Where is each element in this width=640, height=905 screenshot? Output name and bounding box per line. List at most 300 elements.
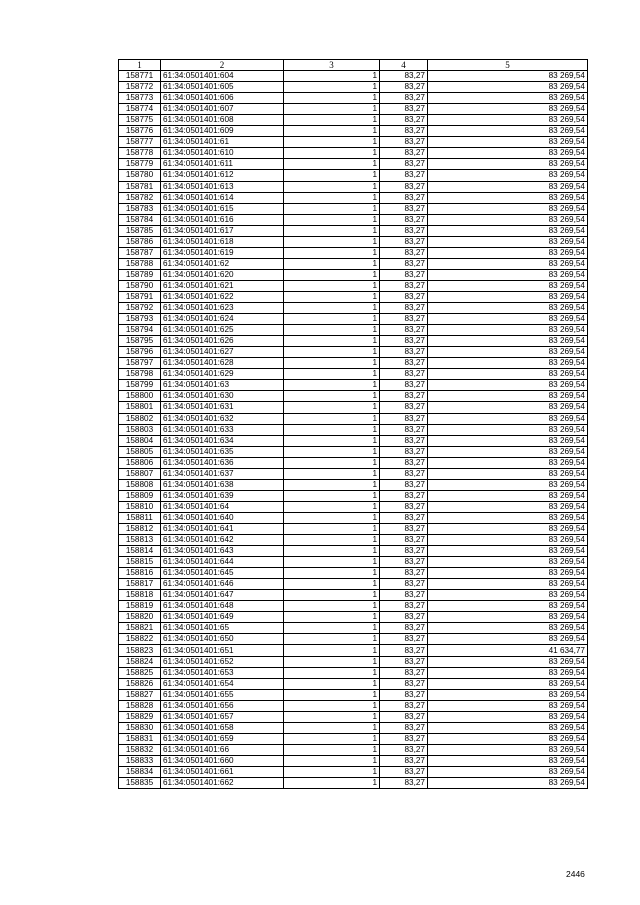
table-row	[119, 645, 588, 656]
row-number-cell: 158832	[119, 744, 161, 755]
count-cell: 1	[284, 479, 380, 490]
area-cell: 83,27	[380, 512, 428, 523]
area-cell: 83,27	[380, 733, 428, 744]
count-cell: 1	[284, 656, 380, 667]
row-number-cell: 158795	[119, 336, 161, 347]
table-row	[119, 413, 588, 424]
cadastral-number-cell: 61:34:0501401:643	[161, 546, 284, 557]
row-number-cell: 158801	[119, 402, 161, 413]
row-number-cell: 158830	[119, 722, 161, 733]
count-cell: 1	[284, 358, 380, 369]
count-cell: 1	[284, 82, 380, 93]
value-cell: 83 269,54	[428, 579, 588, 590]
table-row	[119, 247, 588, 258]
count-cell: 1	[284, 325, 380, 336]
area-cell: 83,27	[380, 535, 428, 546]
count-cell: 1	[284, 733, 380, 744]
value-cell: 83 269,54	[428, 71, 588, 82]
value-cell: 83 269,54	[428, 535, 588, 546]
area-cell: 83,27	[380, 435, 428, 446]
area-cell: 83,27	[380, 557, 428, 568]
value-cell: 83 269,54	[428, 755, 588, 766]
row-number-cell: 158802	[119, 413, 161, 424]
cadastral-number-cell: 61:34:0501401:646	[161, 579, 284, 590]
value-cell: 83 269,54	[428, 391, 588, 402]
row-number-cell: 158823	[119, 645, 161, 656]
column-header-3: 3	[284, 60, 380, 71]
table-row	[119, 535, 588, 546]
value-cell: 83 269,54	[428, 126, 588, 137]
table-row	[119, 115, 588, 126]
row-number-cell: 158798	[119, 369, 161, 380]
area-cell: 83,27	[380, 446, 428, 457]
table-row	[119, 347, 588, 358]
count-cell: 1	[284, 347, 380, 358]
table-row	[119, 126, 588, 137]
count-cell: 1	[284, 391, 380, 402]
row-number-cell: 158783	[119, 203, 161, 214]
value-cell: 83 269,54	[428, 380, 588, 391]
count-cell: 1	[284, 369, 380, 380]
table-row	[119, 435, 588, 446]
count-cell: 1	[284, 568, 380, 579]
table-row	[119, 612, 588, 623]
cadastral-number-cell: 61:34:0501401:652	[161, 656, 284, 667]
count-cell: 1	[284, 601, 380, 612]
area-cell: 83,27	[380, 225, 428, 236]
cadastral-number-cell: 61:34:0501401:619	[161, 247, 284, 258]
cadastral-number-cell: 61:34:0501401:636	[161, 457, 284, 468]
table-row	[119, 678, 588, 689]
cadastral-number-cell: 61:34:0501401:620	[161, 269, 284, 280]
cadastral-number-cell: 61:34:0501401:614	[161, 192, 284, 203]
row-number-cell: 158820	[119, 612, 161, 623]
row-number-cell: 158818	[119, 590, 161, 601]
table-row	[119, 424, 588, 435]
area-cell: 83,27	[380, 159, 428, 170]
count-cell: 1	[284, 380, 380, 391]
row-number-cell: 158793	[119, 314, 161, 325]
cadastral-number-cell: 61:34:0501401:637	[161, 468, 284, 479]
area-cell: 83,27	[380, 656, 428, 667]
row-number-cell: 158826	[119, 678, 161, 689]
value-cell: 83 269,54	[428, 767, 588, 778]
value-cell: 83 269,54	[428, 402, 588, 413]
row-number-cell: 158800	[119, 391, 161, 402]
cadastral-number-cell: 61:34:0501401:605	[161, 82, 284, 93]
table-row	[119, 601, 588, 612]
row-number-cell: 158831	[119, 733, 161, 744]
table-row	[119, 391, 588, 402]
cadastral-number-cell: 61:34:0501401:630	[161, 391, 284, 402]
value-cell: 83 269,54	[428, 148, 588, 159]
area-cell: 83,27	[380, 126, 428, 137]
count-cell: 1	[284, 148, 380, 159]
table-header	[119, 60, 588, 71]
count-cell: 1	[284, 711, 380, 722]
row-number-cell: 158815	[119, 557, 161, 568]
area-cell: 83,27	[380, 93, 428, 104]
table-row	[119, 778, 588, 789]
cadastral-number-cell: 61:34:0501401:633	[161, 424, 284, 435]
count-cell: 1	[284, 468, 380, 479]
value-cell: 83 269,54	[428, 104, 588, 115]
value-cell: 83 269,54	[428, 258, 588, 269]
area-cell: 83,27	[380, 325, 428, 336]
row-number-cell: 158821	[119, 623, 161, 634]
row-number-cell: 158807	[119, 468, 161, 479]
table-row	[119, 722, 588, 733]
count-cell: 1	[284, 722, 380, 733]
count-cell: 1	[284, 457, 380, 468]
row-number-cell: 158808	[119, 479, 161, 490]
area-cell: 83,27	[380, 612, 428, 623]
value-cell: 83 269,54	[428, 490, 588, 501]
area-cell: 83,27	[380, 778, 428, 789]
count-cell: 1	[284, 247, 380, 258]
table-row	[119, 755, 588, 766]
column-header-2: 2	[161, 60, 284, 71]
area-cell: 83,27	[380, 82, 428, 93]
count-cell: 1	[284, 700, 380, 711]
value-cell: 83 269,54	[428, 303, 588, 314]
cadastral-number-cell: 61:34:0501401:607	[161, 104, 284, 115]
cadastral-number-cell: 61:34:0501401:648	[161, 601, 284, 612]
cadastral-number-cell: 61:34:0501401:629	[161, 369, 284, 380]
area-cell: 83,27	[380, 269, 428, 280]
area-cell: 83,27	[380, 667, 428, 678]
header-row	[119, 60, 588, 71]
count-cell: 1	[284, 557, 380, 568]
row-number-cell: 158772	[119, 82, 161, 93]
table-row	[119, 225, 588, 236]
table-row	[119, 280, 588, 291]
table-row	[119, 733, 588, 744]
table-row	[119, 236, 588, 247]
area-cell: 83,27	[380, 479, 428, 490]
area-cell: 83,27	[380, 755, 428, 766]
page-number: 2446	[566, 869, 585, 879]
table-row	[119, 711, 588, 722]
row-number-cell: 158778	[119, 148, 161, 159]
cadastral-number-cell: 61:34:0501401:608	[161, 115, 284, 126]
row-number-cell: 158809	[119, 490, 161, 501]
table-row	[119, 468, 588, 479]
area-cell: 83,27	[380, 700, 428, 711]
row-number-cell: 158825	[119, 667, 161, 678]
value-cell: 83 269,54	[428, 269, 588, 280]
count-cell: 1	[284, 424, 380, 435]
count-cell: 1	[284, 258, 380, 269]
value-cell: 83 269,54	[428, 479, 588, 490]
cadastral-number-cell: 61:34:0501401:650	[161, 634, 284, 645]
row-number-cell: 158816	[119, 568, 161, 579]
value-cell: 83 269,54	[428, 656, 588, 667]
count-cell: 1	[284, 336, 380, 347]
area-cell: 83,27	[380, 236, 428, 247]
table-row	[119, 490, 588, 501]
table-row	[119, 214, 588, 225]
count-cell: 1	[284, 170, 380, 181]
value-cell: 83 269,54	[428, 115, 588, 126]
cadastral-number-cell: 61:34:0501401:651	[161, 645, 284, 656]
row-number-cell: 158792	[119, 303, 161, 314]
count-cell: 1	[284, 104, 380, 115]
table-row	[119, 380, 588, 391]
area-cell: 83,27	[380, 115, 428, 126]
table-row	[119, 336, 588, 347]
area-cell: 83,27	[380, 678, 428, 689]
area-cell: 83,27	[380, 501, 428, 512]
count-cell: 1	[284, 689, 380, 700]
row-number-cell: 158810	[119, 501, 161, 512]
value-cell: 83 269,54	[428, 612, 588, 623]
value-cell: 83 269,54	[428, 192, 588, 203]
table-row	[119, 568, 588, 579]
table-row	[119, 303, 588, 314]
value-cell: 83 269,54	[428, 457, 588, 468]
count-cell: 1	[284, 303, 380, 314]
area-cell: 83,27	[380, 203, 428, 214]
area-cell: 83,27	[380, 623, 428, 634]
count-cell: 1	[284, 225, 380, 236]
row-number-cell: 158812	[119, 523, 161, 534]
cadastral-number-cell: 61:34:0501401:635	[161, 446, 284, 457]
cadastral-number-cell: 61:34:0501401:645	[161, 568, 284, 579]
row-number-cell: 158784	[119, 214, 161, 225]
cadastral-number-cell: 61:34:0501401:625	[161, 325, 284, 336]
cadastral-number-cell: 61:34:0501401:615	[161, 203, 284, 214]
row-number-cell: 158797	[119, 358, 161, 369]
count-cell: 1	[284, 214, 380, 225]
row-number-cell: 158829	[119, 711, 161, 722]
row-number-cell: 158788	[119, 258, 161, 269]
value-cell: 83 269,54	[428, 722, 588, 733]
cadastral-number-cell: 61:34:0501401:628	[161, 358, 284, 369]
row-number-cell: 158819	[119, 601, 161, 612]
row-number-cell: 158811	[119, 512, 161, 523]
count-cell: 1	[284, 778, 380, 789]
cadastral-number-cell: 61:34:0501401:618	[161, 236, 284, 247]
cadastral-number-cell: 61:34:0501401:654	[161, 678, 284, 689]
cadastral-number-cell: 61:34:0501401:65	[161, 623, 284, 634]
value-cell: 83 269,54	[428, 557, 588, 568]
area-cell: 83,27	[380, 247, 428, 258]
table-row	[119, 148, 588, 159]
value-cell: 83 269,54	[428, 667, 588, 678]
value-cell: 83 269,54	[428, 358, 588, 369]
area-cell: 83,27	[380, 468, 428, 479]
area-cell: 83,27	[380, 71, 428, 82]
value-cell: 83 269,54	[428, 546, 588, 557]
table-row	[119, 170, 588, 181]
area-cell: 83,27	[380, 490, 428, 501]
value-cell: 83 269,54	[428, 689, 588, 700]
cadastral-number-cell: 61:34:0501401:609	[161, 126, 284, 137]
value-cell: 83 269,54	[428, 336, 588, 347]
count-cell: 1	[284, 314, 380, 325]
area-cell: 83,27	[380, 181, 428, 192]
area-cell: 83,27	[380, 590, 428, 601]
count-cell: 1	[284, 269, 380, 280]
area-cell: 83,27	[380, 291, 428, 302]
area-cell: 83,27	[380, 347, 428, 358]
table-row	[119, 700, 588, 711]
row-number-cell: 158827	[119, 689, 161, 700]
area-cell: 83,27	[380, 214, 428, 225]
cadastral-number-cell: 61:34:0501401:604	[161, 71, 284, 82]
cadastral-number-cell: 61:34:0501401:656	[161, 700, 284, 711]
count-cell: 1	[284, 678, 380, 689]
area-cell: 83,27	[380, 137, 428, 148]
table-row	[119, 358, 588, 369]
table-row	[119, 71, 588, 82]
value-cell: 83 269,54	[428, 501, 588, 512]
value-cell: 83 269,54	[428, 512, 588, 523]
value-cell: 83 269,54	[428, 523, 588, 534]
area-cell: 83,27	[380, 280, 428, 291]
row-number-cell: 158790	[119, 280, 161, 291]
count-cell: 1	[284, 203, 380, 214]
value-cell: 83 269,54	[428, 247, 588, 258]
cadastral-number-cell: 61:34:0501401:649	[161, 612, 284, 623]
row-number-cell: 158814	[119, 546, 161, 557]
table-row	[119, 269, 588, 280]
value-cell: 83 269,54	[428, 291, 588, 302]
area-cell: 83,27	[380, 413, 428, 424]
value-cell: 83 269,54	[428, 93, 588, 104]
count-cell: 1	[284, 590, 380, 601]
area-cell: 83,27	[380, 568, 428, 579]
row-number-cell: 158775	[119, 115, 161, 126]
area-cell: 83,27	[380, 546, 428, 557]
count-cell: 1	[284, 523, 380, 534]
table-row	[119, 479, 588, 490]
count-cell: 1	[284, 236, 380, 247]
column-header-1: 1	[119, 60, 161, 71]
row-number-cell: 158817	[119, 579, 161, 590]
column-header-5: 5	[428, 60, 588, 71]
area-cell: 83,27	[380, 391, 428, 402]
cadastral-number-cell: 61:34:0501401:640	[161, 512, 284, 523]
table-row	[119, 744, 588, 755]
area-cell: 83,27	[380, 579, 428, 590]
area-cell: 83,27	[380, 258, 428, 269]
row-number-cell: 158803	[119, 424, 161, 435]
table-row	[119, 656, 588, 667]
table-row	[119, 203, 588, 214]
row-number-cell: 158780	[119, 170, 161, 181]
value-cell: 83 269,54	[428, 280, 588, 291]
row-number-cell: 158833	[119, 755, 161, 766]
value-cell: 83 269,54	[428, 424, 588, 435]
row-number-cell: 158782	[119, 192, 161, 203]
value-cell: 83 269,54	[428, 778, 588, 789]
count-cell: 1	[284, 192, 380, 203]
value-cell: 83 269,54	[428, 623, 588, 634]
count-cell: 1	[284, 413, 380, 424]
area-cell: 83,27	[380, 744, 428, 755]
count-cell: 1	[284, 126, 380, 137]
area-cell: 83,27	[380, 148, 428, 159]
count-cell: 1	[284, 446, 380, 457]
cadastral-number-cell: 61:34:0501401:613	[161, 181, 284, 192]
table-row	[119, 291, 588, 302]
count-cell: 1	[284, 667, 380, 678]
table-row	[119, 501, 588, 512]
table-row	[119, 325, 588, 336]
cadastral-number-cell: 61:34:0501401:655	[161, 689, 284, 700]
value-cell: 83 269,54	[428, 347, 588, 358]
count-cell: 1	[284, 535, 380, 546]
area-cell: 83,27	[380, 358, 428, 369]
table-row	[119, 689, 588, 700]
row-number-cell: 158789	[119, 269, 161, 280]
value-cell: 83 269,54	[428, 435, 588, 446]
count-cell: 1	[284, 579, 380, 590]
cadastral-number-cell: 61:34:0501401:66	[161, 744, 284, 755]
count-cell: 1	[284, 490, 380, 501]
row-number-cell: 158771	[119, 71, 161, 82]
area-cell: 83,27	[380, 424, 428, 435]
area-cell: 83,27	[380, 170, 428, 181]
table-row	[119, 512, 588, 523]
table-row	[119, 369, 588, 380]
area-cell: 83,27	[380, 634, 428, 645]
value-cell: 83 269,54	[428, 203, 588, 214]
value-cell: 83 269,54	[428, 170, 588, 181]
table-row	[119, 192, 588, 203]
count-cell: 1	[284, 93, 380, 104]
value-cell: 83 269,54	[428, 700, 588, 711]
count-cell: 1	[284, 744, 380, 755]
cadastral-number-cell: 61:34:0501401:632	[161, 413, 284, 424]
cadastral-number-cell: 61:34:0501401:634	[161, 435, 284, 446]
value-cell: 83 269,54	[428, 446, 588, 457]
table-row	[119, 523, 588, 534]
area-cell: 83,27	[380, 767, 428, 778]
cadastral-number-cell: 61:34:0501401:657	[161, 711, 284, 722]
cadastral-number-cell: 61:34:0501401:64	[161, 501, 284, 512]
table-row	[119, 623, 588, 634]
row-number-cell: 158779	[119, 159, 161, 170]
cadastral-number-cell: 61:34:0501401:62	[161, 258, 284, 269]
value-cell: 83 269,54	[428, 159, 588, 170]
value-cell: 83 269,54	[428, 711, 588, 722]
table-row	[119, 667, 588, 678]
value-cell: 83 269,54	[428, 568, 588, 579]
count-cell: 1	[284, 612, 380, 623]
area-cell: 83,27	[380, 104, 428, 115]
cadastral-number-cell: 61:34:0501401:662	[161, 778, 284, 789]
table-row	[119, 557, 588, 568]
row-number-cell: 158804	[119, 435, 161, 446]
count-cell: 1	[284, 181, 380, 192]
row-number-cell: 158773	[119, 93, 161, 104]
value-cell: 83 269,54	[428, 314, 588, 325]
table-body	[119, 71, 588, 789]
table-row	[119, 159, 588, 170]
count-cell: 1	[284, 767, 380, 778]
area-cell: 83,27	[380, 601, 428, 612]
cadastral-number-cell: 61:34:0501401:647	[161, 590, 284, 601]
value-cell: 83 269,54	[428, 225, 588, 236]
row-number-cell: 158799	[119, 380, 161, 391]
area-cell: 83,27	[380, 369, 428, 380]
table-row	[119, 181, 588, 192]
count-cell: 1	[284, 159, 380, 170]
row-number-cell: 158777	[119, 137, 161, 148]
